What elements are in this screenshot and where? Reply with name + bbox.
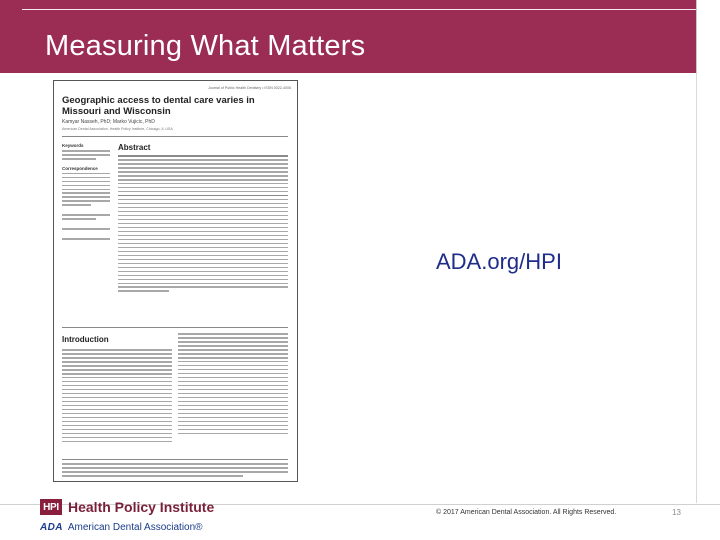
- ada-hpi-link[interactable]: ADA.org/HPI: [436, 249, 562, 274]
- abstract-heading: Abstract: [118, 143, 151, 152]
- copyright-notice: © 2017 American Dental Association. All Rights Reserved.: [436, 509, 617, 516]
- body-column-right: [178, 333, 288, 437]
- sidebar-heading-correspondence: Correspondence: [62, 165, 98, 171]
- slide-title: Measuring What Matters: [45, 30, 366, 62]
- body-column-left: [62, 349, 172, 445]
- ada-logo-mark: ADA: [40, 522, 63, 533]
- article-divider: [62, 136, 288, 137]
- article-abstract: [118, 143, 288, 294]
- article-authors: Kamyar Nasseh, PhD; Marko Vujicic, PhD: [62, 119, 155, 125]
- article-sidebar: [62, 143, 110, 242]
- sidebar-heading-keywords: Keywords: [62, 143, 84, 148]
- ada-logo: [40, 522, 203, 533]
- article-title: Geographic access to dental care varies in Missouri and Wisconsin: [62, 95, 255, 117]
- article-footnotes: [62, 463, 288, 479]
- hpi-logo: [40, 497, 214, 517]
- article-divider-3: [62, 459, 288, 460]
- ada-logo-name: American Dental Association®: [67, 522, 203, 533]
- hpi-logo-mark: HPI: [40, 499, 62, 515]
- hpi-logo-name: Health Policy Institute: [68, 499, 215, 515]
- introduction-heading: Introduction: [62, 335, 109, 344]
- slide-right-edge: [696, 73, 697, 503]
- slide-title-bar: [0, 0, 697, 73]
- article-affiliation: American Dental Association, Health Policy Institute, Chicago, IL USA: [62, 127, 173, 131]
- journal-article-image: [53, 80, 298, 482]
- journal-header: Journal of Public Health Dentistry • ISSN 0022-4006: [208, 86, 291, 90]
- title-bar-rule: [22, 9, 696, 10]
- page-number: 13: [672, 508, 681, 517]
- article-divider-2: [62, 327, 288, 328]
